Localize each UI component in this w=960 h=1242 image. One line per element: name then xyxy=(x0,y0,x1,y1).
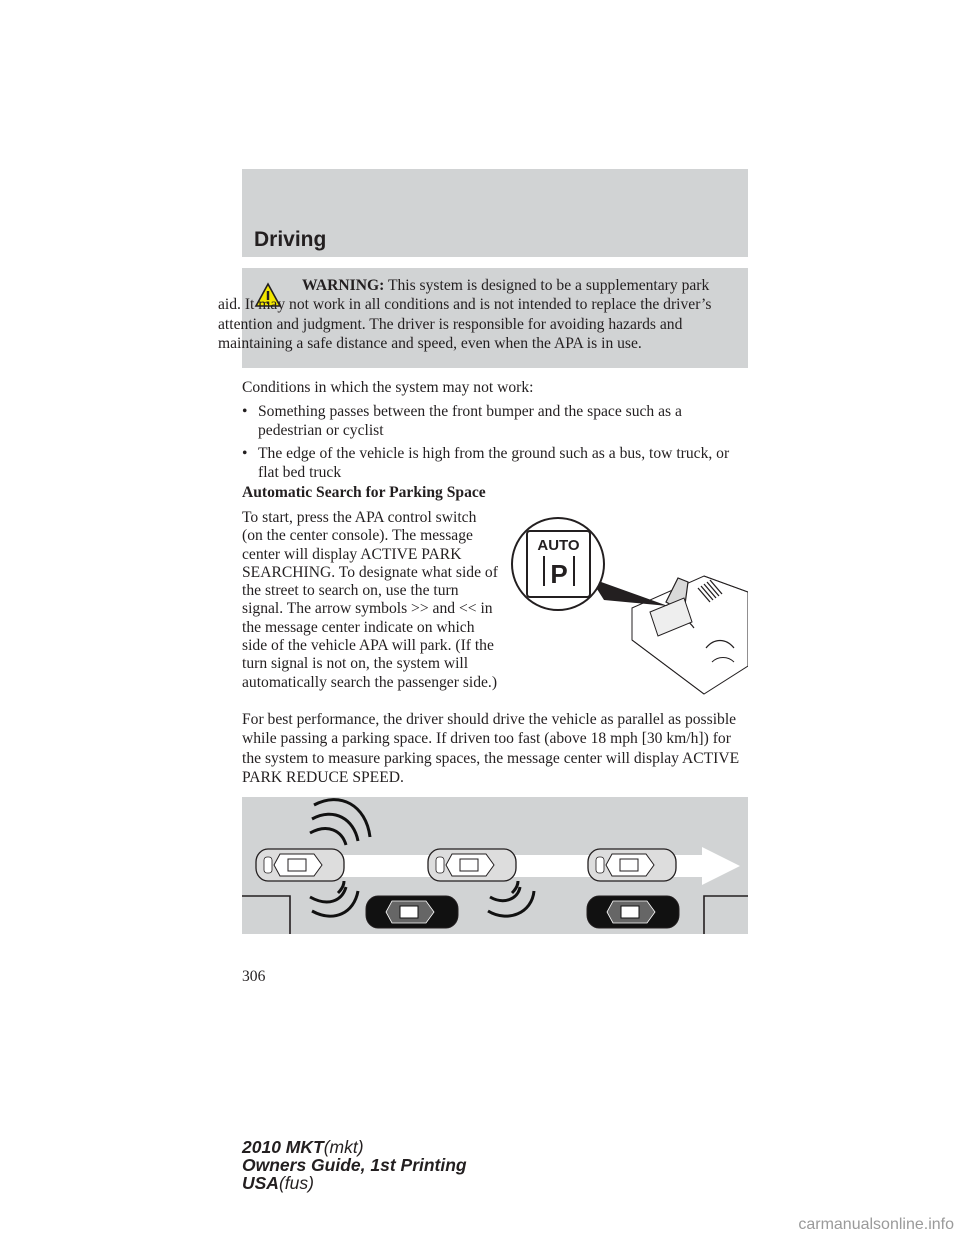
footer-market: USA xyxy=(242,1173,279,1193)
footer-model: 2010 MKT xyxy=(242,1137,324,1157)
watermark-link[interactable]: carmanualsonline.info xyxy=(798,1216,954,1233)
footer-model-code: (mkt) xyxy=(323,1137,364,1157)
footer-market-code: (fus) xyxy=(278,1173,314,1193)
subheading: Automatic Search for Parking Space xyxy=(242,484,486,501)
switch-auto-label: AUTO xyxy=(537,537,580,554)
bullet-icon: • xyxy=(242,403,248,420)
warning-text xyxy=(218,276,738,354)
bullet-icon: • xyxy=(242,445,248,462)
performance-paragraph: For best performance, the driver should drive the vehicle as parallel as possible while passing a parking space. If driven too fast (above 18 mph [30 km/h]) for the system to measure parking spaces, the message center will display ACTIVE PARK REDUCE SPEED. xyxy=(242,711,740,787)
footer-imprint xyxy=(242,1138,467,1192)
list-item xyxy=(242,444,748,483)
apa-switch-figure xyxy=(508,516,748,696)
conditions-intro: Conditions in which the system may not work: xyxy=(242,379,534,396)
footer-guide-line: Owners Guide, 1st Printing xyxy=(242,1155,467,1175)
warning-body: aid. It may not work in all conditions and is not intended to replace the driver’s attention and judgment. The driver is responsible for avoiding hazards and maintaining a safe distance and speed, even when the APA is in use. xyxy=(218,296,712,353)
warning-first-line: This system is designed to be a supplementary park xyxy=(387,277,710,294)
page-number: 306 xyxy=(242,968,266,985)
bullet-text: The edge of the vehicle is high from the ground such as a bus, tow truck, or flat bed truck xyxy=(258,445,730,482)
search-paragraph: To start, press the APA control switch (on the center console). The message center will display ACTIVE PARK SEARCHING. To designate what side of the street to search on, use the turn signal. The arrow symbols >> and << in the message center indicate on which side of the vehicle APA will park. (If the turn signal is not on, the system will automatically search the passenger side.) xyxy=(242,509,498,691)
section-title: Driving xyxy=(254,228,327,251)
switch-p-letter: P xyxy=(550,559,568,589)
parking-search-figure xyxy=(242,797,748,934)
bullet-text: Something passes between the front bumper and the space such as a pedestrian or cyclist xyxy=(258,403,682,440)
warning-label: WARNING: xyxy=(302,277,385,294)
list-item xyxy=(242,402,748,441)
